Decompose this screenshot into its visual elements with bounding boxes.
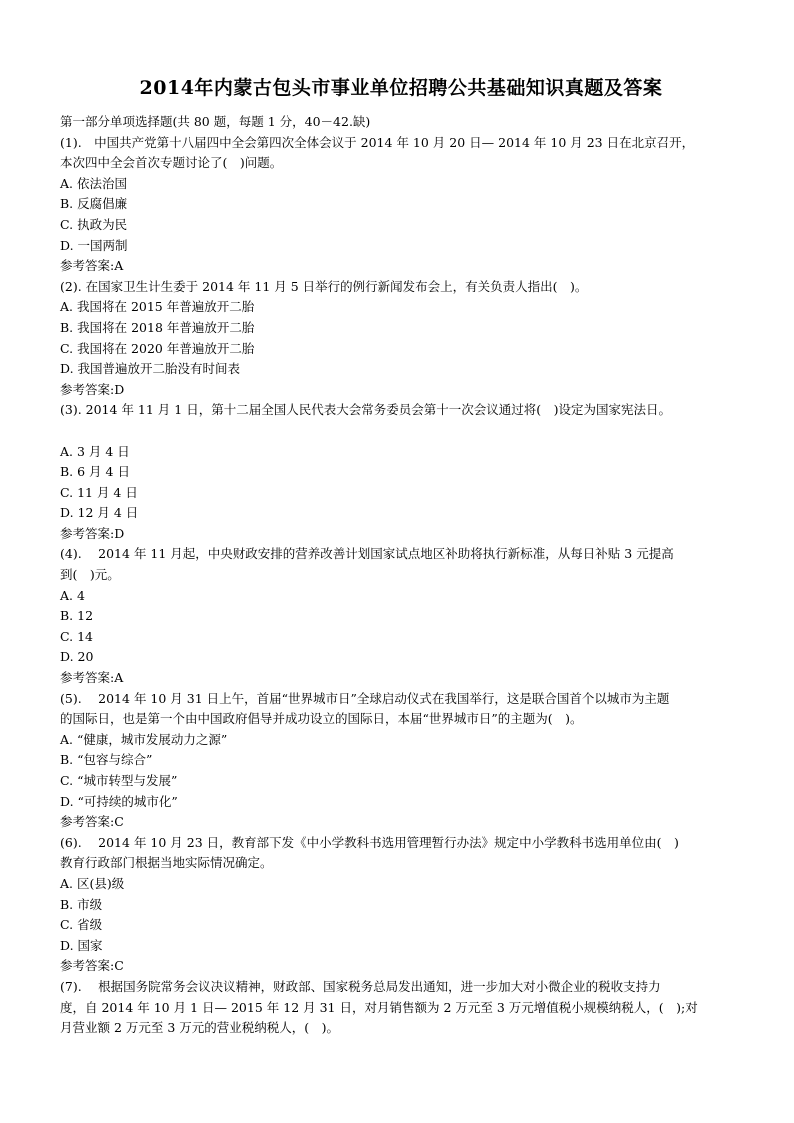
answer-option: C. 执政为民 (60, 216, 128, 232)
reference-answer: 参考答案:A (60, 258, 124, 274)
answer-option: C. 14 (60, 628, 93, 644)
answer-option: A. “健康，城市发展动力之源” (60, 731, 228, 747)
answer-option: C. 11 月 4 日 (60, 484, 138, 500)
answer-option: D. 一国两制 (60, 237, 128, 253)
question-text-line: 教育行政部门根据当地实际情况确定。 (60, 855, 273, 871)
reference-answer: 参考答案:C (60, 814, 124, 830)
answer-option: A. 区(县)级 (60, 875, 125, 891)
question-text-line: 月营业额 2 万元至 3 万元的营业税纳税人，( )。 (60, 1020, 340, 1036)
answer-option: B. 市级 (60, 896, 103, 912)
answer-option: B. 12 (60, 608, 94, 624)
reference-answer: 参考答案:C (60, 958, 124, 974)
question-text-line: 的国际日，也是第一个由中国政府倡导并成功设立的国际日，本届“世界城市日”的主题为( )。 (60, 711, 583, 727)
question-text-line: 度，自 2014 年 10 月 1 日— 2015 年 12 月 31 日，对月销售额为 2 万元至 3 万元增值税小规模纳税人，( );对 (60, 999, 698, 1015)
answer-option: B. 反腐倡廉 (60, 196, 128, 212)
question-block (60, 977, 742, 1039)
question-text-line: (6). 2014 年 10 月 23 日，教育部下发《中小学教科书选用管理暂行办法》规定中小学教科书选用单位由( ) (60, 834, 679, 850)
question-text-line: (4). 2014 年 11 月起，中央财政安排的营养改善计划国家试点地区补助将执行新标准，从每日补贴 3 元提高 (60, 546, 674, 562)
question-block (60, 689, 742, 833)
document-page (60, 74, 742, 1039)
question-text-line: 本次四中全会首次专题讨论了( )问题。 (60, 155, 283, 171)
answer-option: D. 我国普遍放开二胎没有时间表 (60, 361, 241, 377)
blank-line (60, 421, 742, 442)
question-text-line: (5). 2014 年 10 月 31 日上午，首届“世界城市日”全球启动仪式在我国举行，这是联合国首个以城市为主题 (60, 690, 670, 706)
answer-option: B. 我国将在 2018 年普遍放开二胎 (60, 319, 255, 335)
answer-option: C. 我国将在 2020 年普遍放开二胎 (60, 340, 255, 356)
question-list (60, 133, 742, 1039)
question-text-line: (3). 2014 年 11 月 1 日，第十二届全国人民代表大会常务委员会第十一次会议通过将( )设定为国家宪法日。 (60, 402, 671, 418)
answer-option: A. 我国将在 2015 年普遍放开二胎 (60, 299, 255, 315)
question-block (60, 277, 742, 401)
reference-answer: 参考答案:D (60, 525, 125, 541)
answer-option: A. 依法治国 (60, 175, 127, 191)
section-heading: 第一部分单项选择题(共 80 题，每题 1 分，40－42.缺) (60, 114, 371, 129)
answer-option: A. 4 (60, 587, 85, 603)
question-text-line: (1). 中国共产党第十八届四中全会第四次全体会议于 2014 年 10 月 20 日— 2014 年 10 月 23 日在北京召开， (60, 134, 695, 150)
reference-answer: 参考答案:A (60, 670, 124, 686)
answer-option: A. 3 月 4 日 (60, 443, 130, 459)
answer-option: D. 20 (60, 649, 94, 665)
question-text-line: (2). 在国家卫生计生委于 2014 年 11 月 5 日举行的例行新闻发布会上，有关负责人指出( )。 (60, 278, 588, 294)
reference-answer: 参考答案:D (60, 381, 125, 397)
question-block (60, 544, 742, 688)
question-block (60, 833, 742, 977)
question-text-line: 到( )元。 (60, 567, 120, 583)
question-block (60, 133, 742, 277)
question-block (60, 400, 742, 544)
answer-option: D. “可持续的城市化” (60, 793, 178, 809)
answer-option: C. “城市转型与发展” (60, 773, 178, 788)
document-title: 2014年内蒙古包头市事业单位招聘公共基础知识真题及答案 (139, 77, 663, 99)
answer-option: B. “包容与综合” (60, 752, 153, 768)
answer-option: D. 12 月 4 日 (60, 505, 139, 521)
answer-option: C. 省级 (60, 917, 103, 933)
question-text-line: (7). 根据国务院常务会议决议精神，财政部、国家税务总局发出通知，进一步加大对小微企业的税收支持力 (60, 978, 661, 994)
answer-option: B. 6 月 4 日 (60, 464, 130, 480)
answer-option: D. 国家 (60, 937, 103, 953)
